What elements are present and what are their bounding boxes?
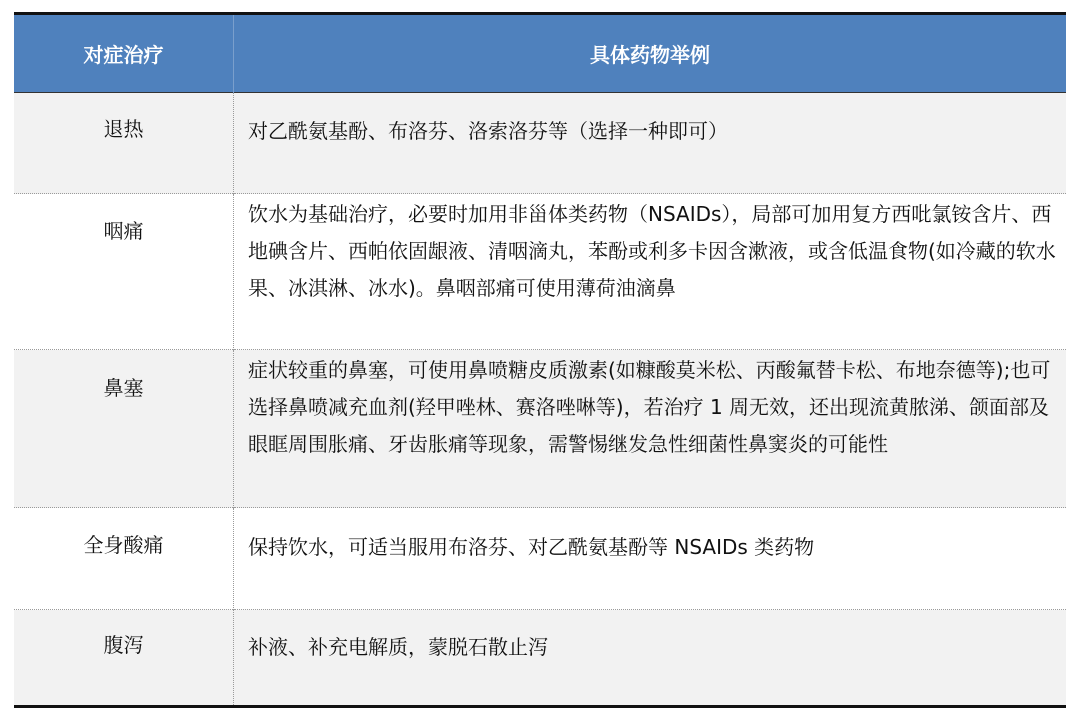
header-symptomatic-treatment: 对症治疗 <box>14 14 234 93</box>
header-drug-examples: 具体药物举例 <box>234 14 1067 93</box>
symptom-cell <box>14 350 234 508</box>
table-row <box>14 194 1066 350</box>
symptom-cell <box>14 194 234 350</box>
table-header-row <box>14 14 1066 93</box>
drug-detail-cell: 症状较重的鼻塞，可使用鼻喷糖皮质激素(如糠酸莫米松、丙酸氟替卡松、布地奈德等);也可选择鼻喷减充血剂(羟甲唑林、赛洛唑啉等)，若治疗 1 周无效，还出现流黄脓涕、颌面部及眼眶周围胀痛、牙齿胀痛等现象，需警惕继发急性细菌性鼻窦炎的可能性 <box>234 350 1067 508</box>
table-row <box>14 610 1066 707</box>
table-row <box>14 508 1066 610</box>
drug-detail-cell: 补液、补充电解质，蒙脱石散止泻 <box>234 610 1067 707</box>
table-row <box>14 350 1066 508</box>
symptom-cell <box>14 93 234 194</box>
drug-detail-cell: 保持饮水，可适当服用布洛芬、对乙酰氨基酚等 NSAIDs 类药物 <box>234 508 1067 610</box>
medication-table <box>14 12 1066 708</box>
drug-detail-cell: 饮水为基础治疗，必要时加用非甾体类药物（NSAIDs），局部可加用复方西吡氯铵含片、西地碘含片、西帕依固龈液、清咽滴丸，苯酚或利多卡因含漱液，或含低温食物(如冷藏的软水果、冰淇淋、冰水)。鼻咽部痛可使用薄荷油滴鼻 <box>234 194 1067 350</box>
symptom-label: 腹泻 <box>103 633 144 657</box>
symptom-label: 退热 <box>103 117 144 141</box>
table-row <box>14 93 1066 194</box>
symptom-label: 全身酸痛 <box>83 533 164 557</box>
symptom-cell <box>14 610 234 707</box>
symptom-cell <box>14 508 234 610</box>
symptom-label: 咽痛 <box>103 219 144 243</box>
drug-detail-cell: 对乙酰氨基酚、布洛芬、洛索洛芬等（选择一种即可） <box>234 93 1067 194</box>
symptom-label: 鼻塞 <box>103 376 144 400</box>
